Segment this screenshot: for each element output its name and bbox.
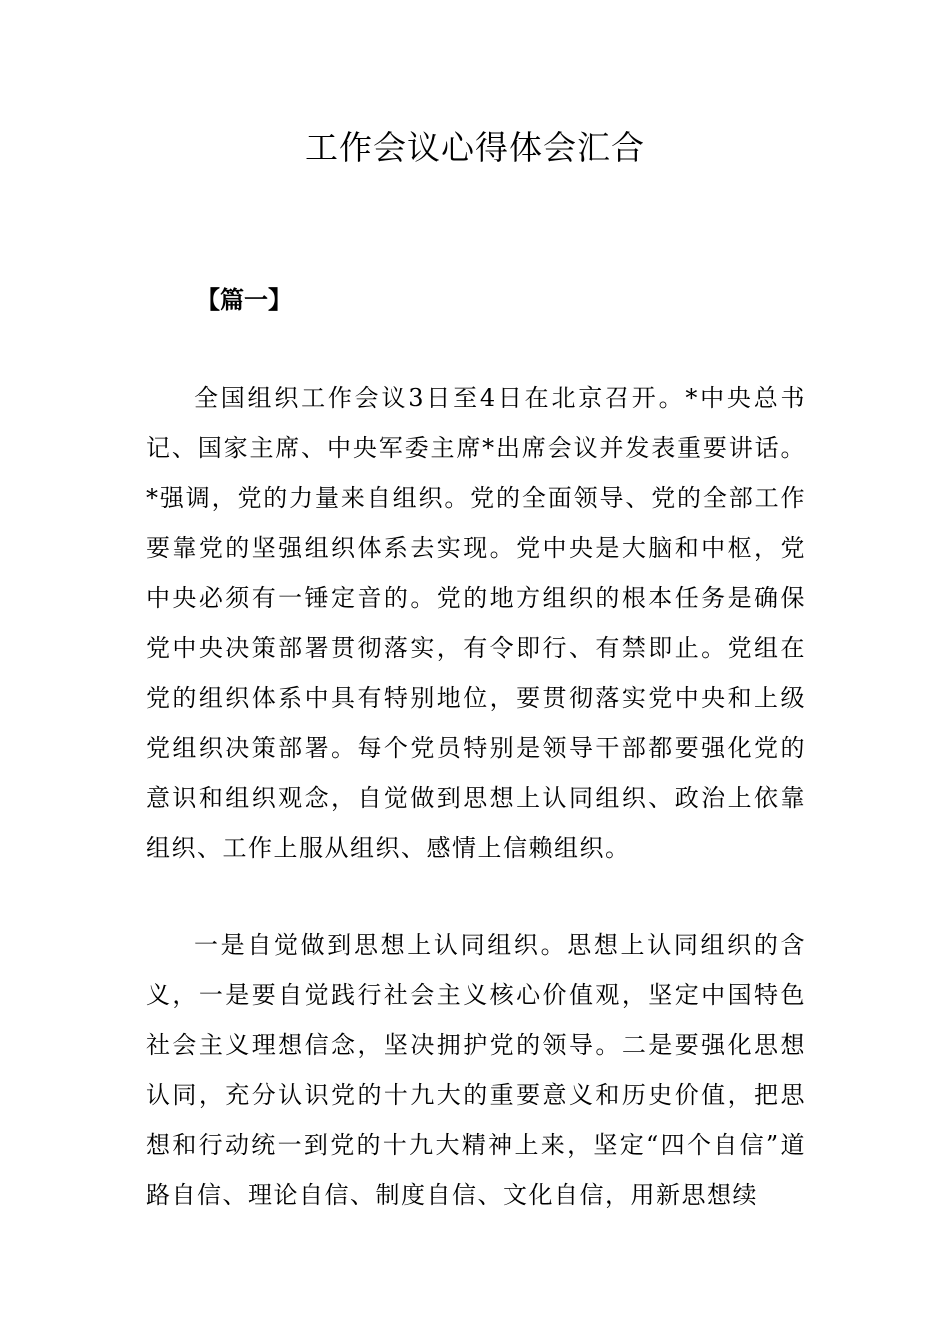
section-label: 【篇一】 xyxy=(196,285,292,314)
body-paragraph-1: 全国组织工作会议3日至4日在北京召开。*中央总书记、国家主席、中央军委主席*出席会议并发表重要讲话。*强调，党的力量来自组织。党的全面领导、党的全部工作要靠党的坚强组织体系去实现。党中央是大脑和中枢，党中央必须有一锤定音的。党的地方组织的根本任务是确保党中央决策部署贯彻落实，有令即行、有禁即止。党组在党的组织体系中具有特别地位，要贯彻落实党中央和上级党组织决策部署。每个党员特别是领导干部都要强化党的意识和组织观念，自觉做到思想上认同组织、政治上依靠组织、工作上服从组织、感情上信赖组织。 xyxy=(146,384,806,862)
page-title: 工作会议心得体会汇合 xyxy=(305,128,645,167)
body-paragraph-2: 一是自觉做到思想上认同组织。思想上认同组织的含义，一是要自觉践行社会主义核心价值观，坚定中国特色社会主义理想信念，坚决拥护党的领导。二是要强化思想认同，充分认识党的十九大的重要意义和历史价值，把思想和行动统一到党的十九大精神上来，坚定“四个自信”道路自信、理论自信、制度自信、文化自信，用新思想续 xyxy=(146,931,806,1209)
